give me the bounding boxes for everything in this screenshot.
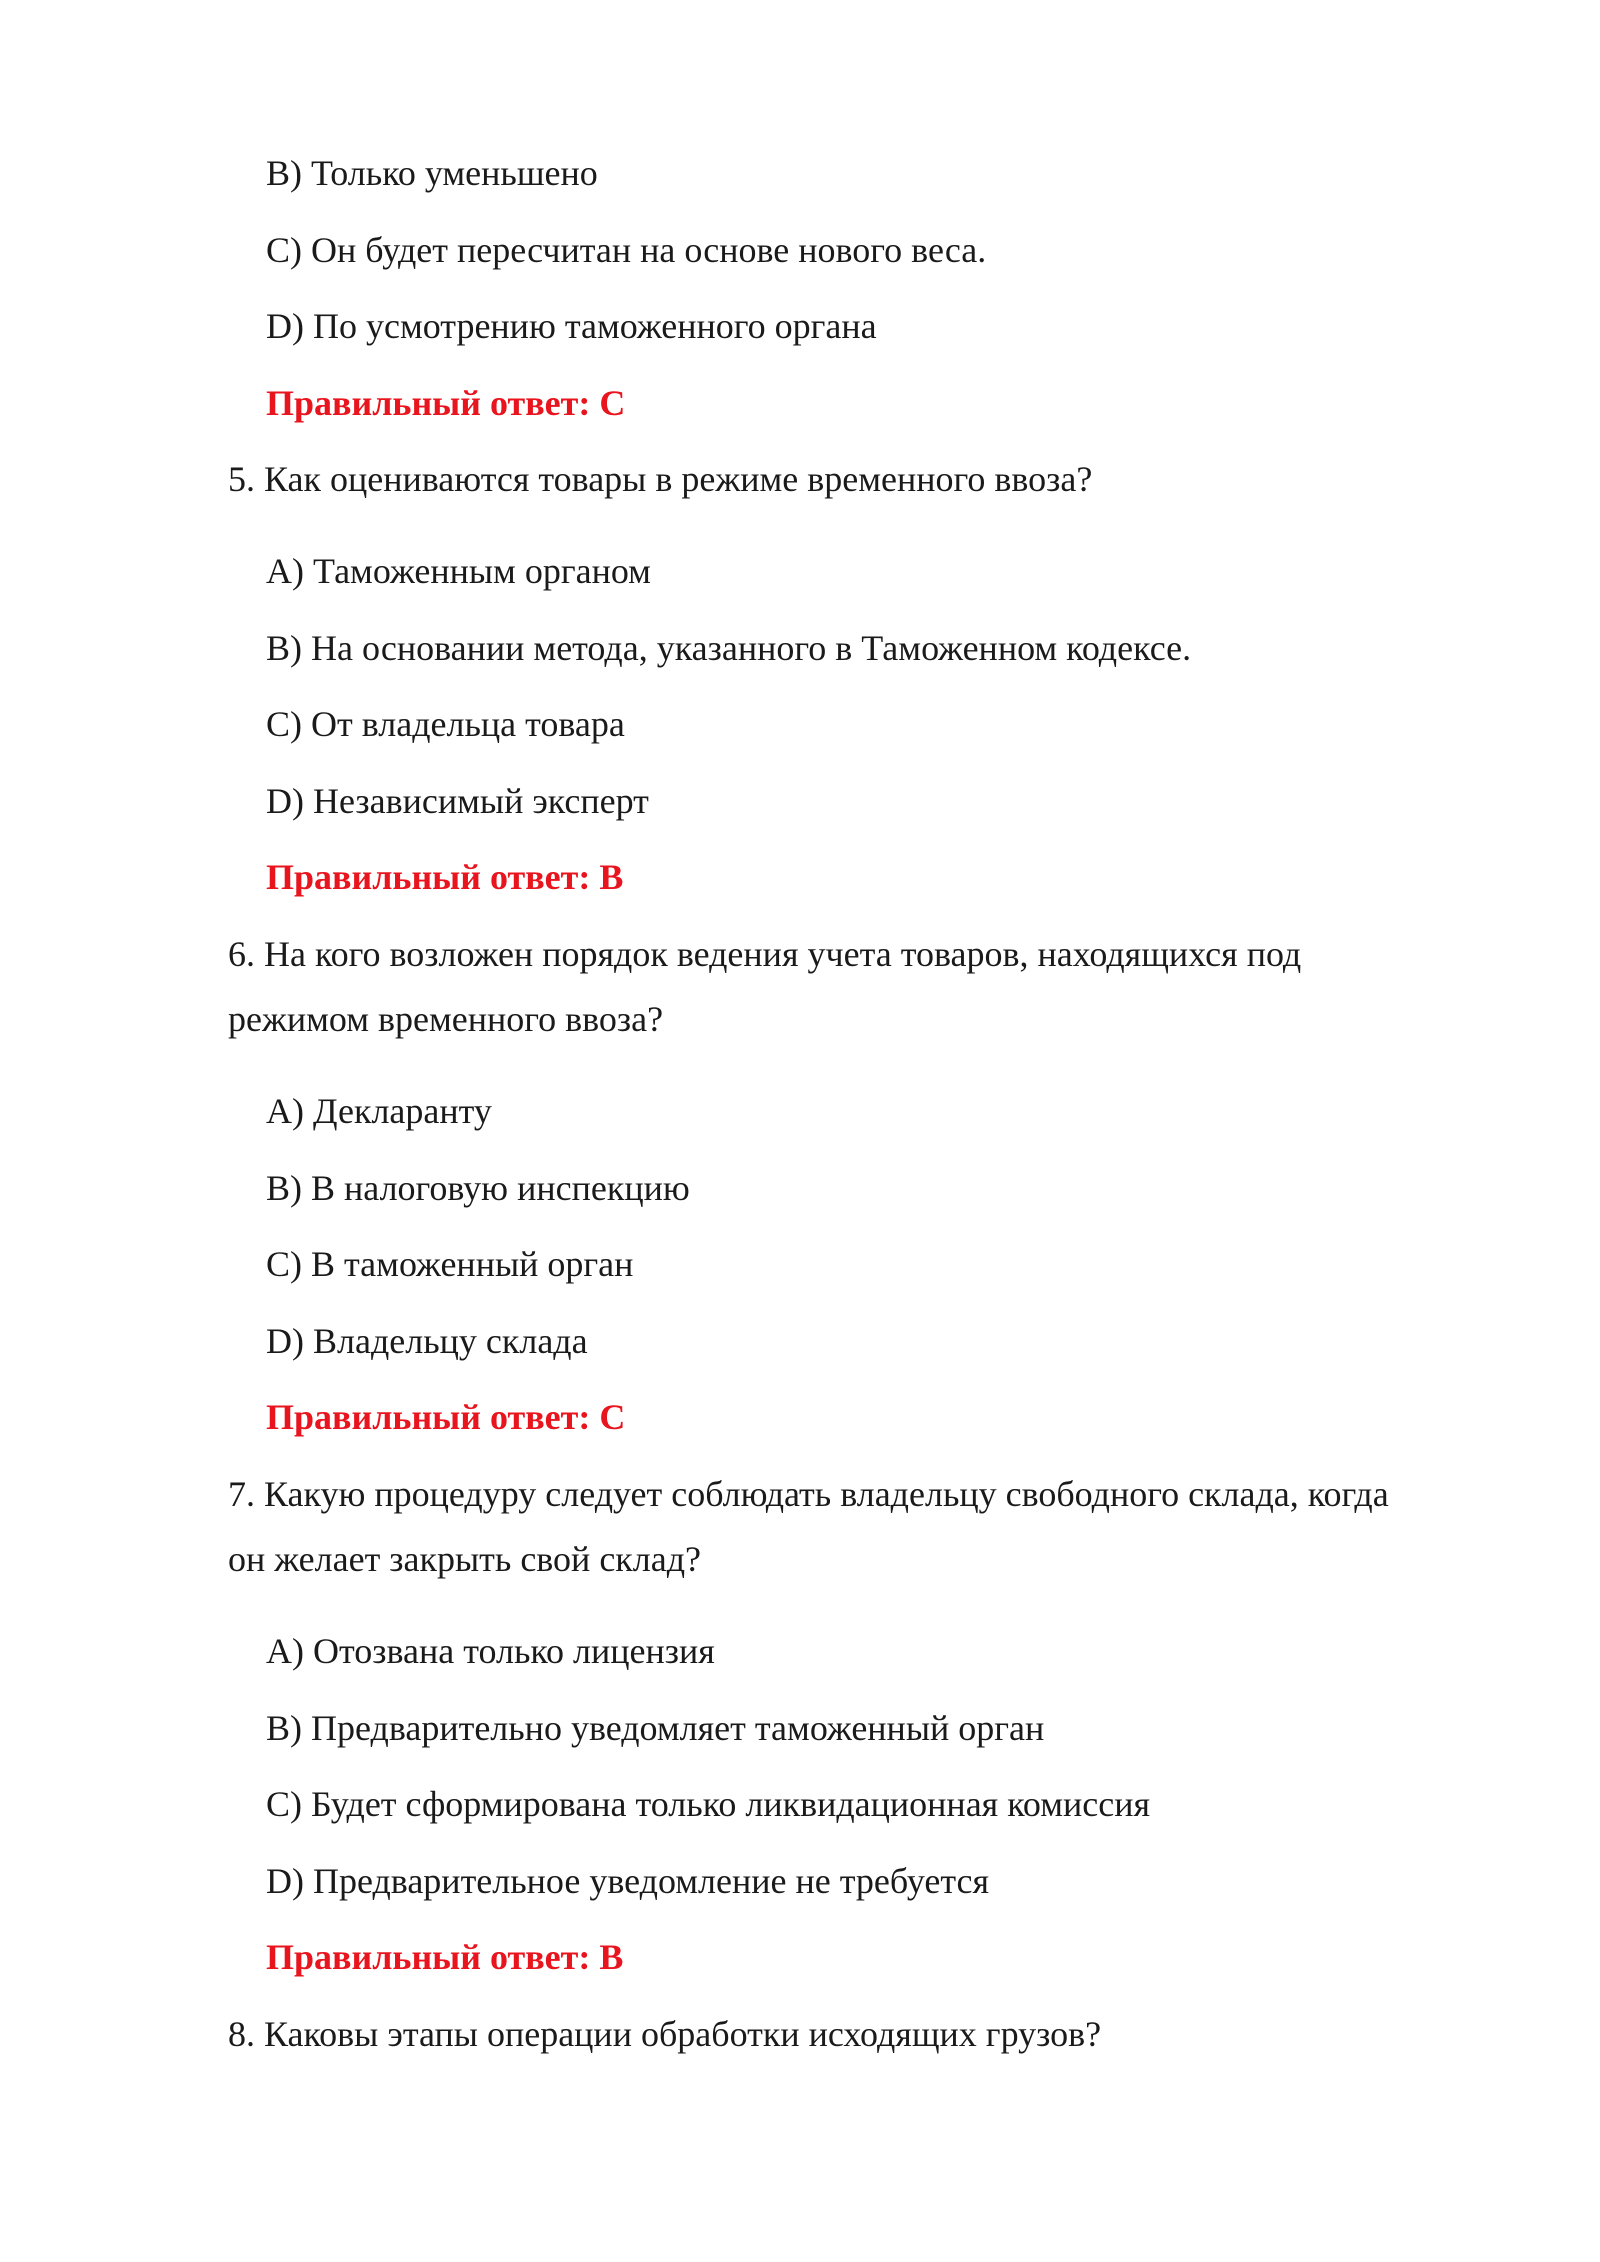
option-6-c: C) В таможенный орган	[266, 1244, 634, 1284]
answer-4: Правильный ответ: C	[266, 383, 626, 423]
option-4-b: B) Только уменьшено	[266, 153, 598, 193]
option-7-a: A) Отозвана только лицензия	[266, 1631, 715, 1671]
question-7-text-line-1: 7. Какую процедуру следует соблюдать владельцу свободного склада, когда	[228, 1474, 1389, 1514]
answer-6: Правильный ответ: C	[266, 1397, 626, 1437]
question-7-text-line-2: он желает закрыть свой склад?	[228, 1539, 702, 1579]
option-7-d: D) Предварительное уведомление не требуется	[266, 1861, 990, 1901]
option-7-b: B) Предварительно уведомляет таможенный орган	[266, 1708, 1045, 1748]
question-5-text: 5. Как оцениваются товары в режиме временного ввоза?	[228, 459, 1093, 499]
option-7-c: C) Будет сформирована только ликвидационная комиссия	[266, 1784, 1151, 1824]
option-5-c: C) От владельца товара	[266, 704, 625, 744]
question-8-text: 8. Каковы этапы операции обработки исходящих грузов?	[228, 2014, 1102, 2054]
option-6-a: A) Декларанту	[266, 1091, 492, 1131]
option-4-c: C) Он будет пересчитан на основе нового веса.	[266, 230, 987, 270]
option-6-d: D) Владельцу склада	[266, 1321, 588, 1361]
option-5-d: D) Независимый эксперт	[266, 781, 649, 821]
option-4-d: D) По усмотрению таможенного органа	[266, 306, 877, 346]
answer-5: Правильный ответ: B	[266, 857, 624, 897]
answer-7: Правильный ответ: B	[266, 1937, 624, 1977]
option-5-b: B) На основании метода, указанного в Таможенном кодексе.	[266, 628, 1192, 668]
question-6-text-line-1: 6. На кого возложен порядок ведения учета товаров, находящихся под	[228, 934, 1302, 974]
option-6-b: B) В налоговую инспекцию	[266, 1168, 690, 1208]
question-6-text-line-2: режимом временного ввоза?	[228, 999, 664, 1039]
option-5-a: A) Таможенным органом	[266, 551, 651, 591]
